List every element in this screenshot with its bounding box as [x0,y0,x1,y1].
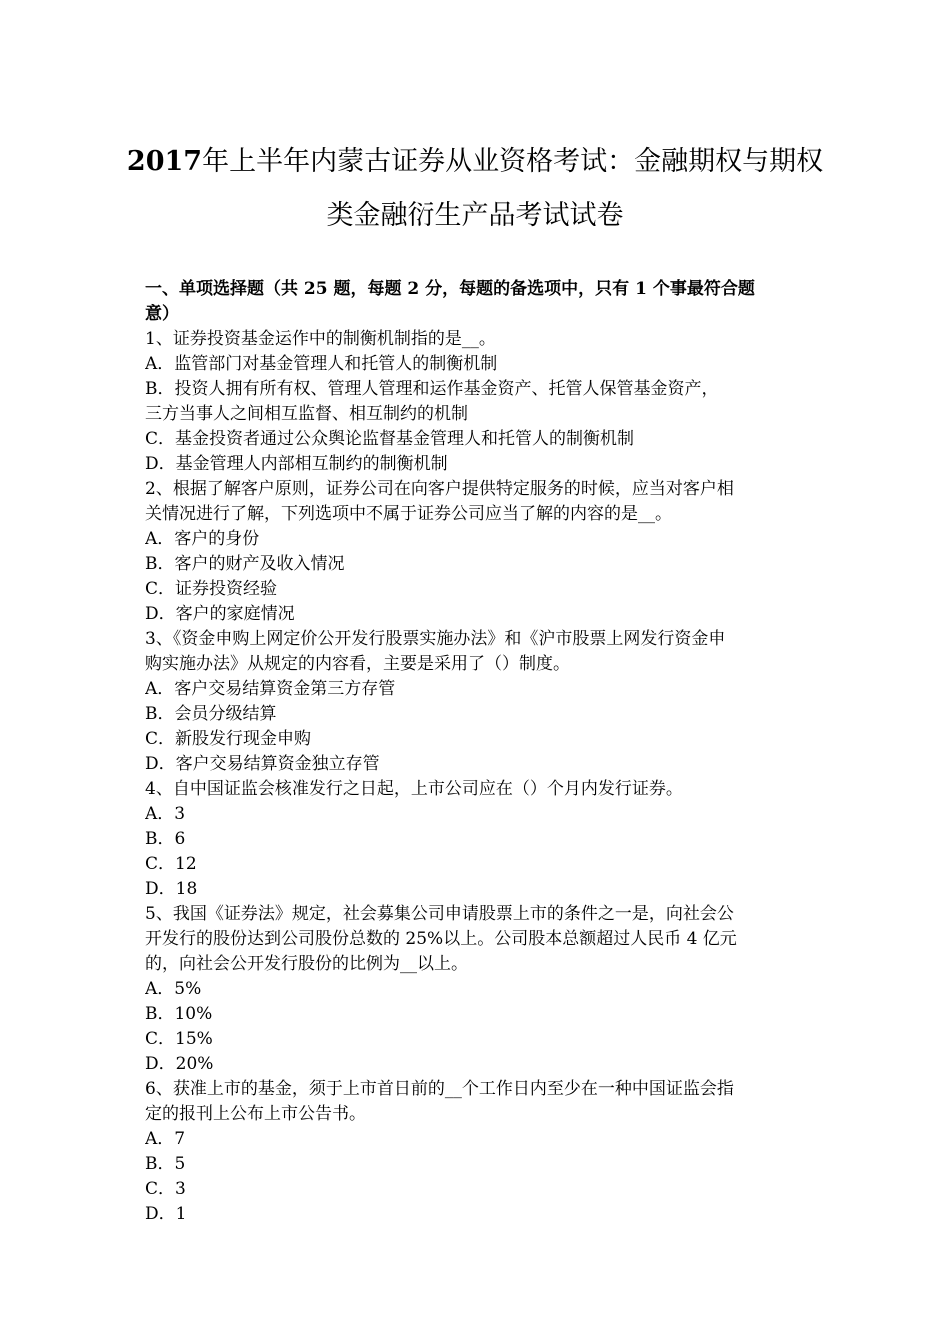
question-text-line: 三方当事人之间相互监督、相互制约的机制 [145,404,468,424]
question-text-line: A．7 [145,1129,186,1149]
question-text-line: 定的报刊上公布上市公告书。 [145,1104,366,1124]
title-line-1-text: 年上半年内蒙古证券从业资格考试：金融期权与期权 [202,146,824,177]
question-text-line: C．3 [145,1179,186,1199]
question-text-line: C．证券投资经验 [145,579,278,599]
question-text-line: 3、《资金申购上网定价公开发行股票实施办法》和《沪市股票上网发行资金申 [145,629,726,649]
question-text-line: 5、我国《证券法》规定，社会募集公司申请股票上市的条件之一是，向社会公 [145,904,734,924]
question-text-line: C．15% [145,1029,213,1049]
question-text-line: 关情况进行了解，下列选项中不属于证券公司应当了解的内容的是__。 [145,504,672,524]
section-heading-line-1: 一、单项选择题（共 25 题，每题 2 分，每题的备选项中，只有 1 个事最符合题 [145,279,755,299]
question-text-line: A．3 [145,804,186,824]
question-text-line: 购实施办法》从规定的内容看，主要是采用了（）制度。 [145,654,570,674]
question-text-line: B．会员分级结算 [145,704,277,724]
question-text-line: C．新股发行现金申购 [145,729,312,749]
question-text-line: A．5% [145,979,202,999]
question-text-line: B．10% [145,1004,213,1024]
section-heading [145,277,815,327]
question-text-line: 开发行的股份达到公司股份总数的 25%以上。公司股本总额超过人民币 4 亿元 [145,929,737,949]
question-text-line: 4、自中国证监会核准发行之日起，上市公司应在（）个月内发行证券。 [145,779,683,799]
question-text-line: A．监管部门对基金管理人和托管人的制衡机制 [145,354,498,374]
question-text-line: D．20% [145,1054,214,1074]
question-text-line: B．5 [145,1154,186,1174]
question-text-line: 2、根据了解客户原则，证券公司在向客户提供特定服务的时候，应当对客户相 [145,479,734,499]
question-text-line: A．客户交易结算资金第三方存管 [145,679,396,699]
document-title [120,148,830,229]
question-text-line: C．12 [145,854,197,874]
question-text-line: D．基金管理人内部相互制约的制衡机制 [145,454,448,474]
question-text-line: D．客户交易结算资金独立存管 [145,754,380,774]
question-text-line: B．投资人拥有所有权、管理人管理和运作基金资产、托管人保管基金资产， [145,379,719,399]
question-text-line: B．6 [145,829,186,849]
question-list [145,327,815,1227]
question-text-line: 6、获准上市的基金，须于上市首日前的__个工作日内至少在一种中国证监会指 [145,1079,734,1099]
question-text-line: 的，向社会公开发行股份的比例为__以上。 [145,954,468,974]
question-text-line: D．1 [145,1204,187,1224]
question-text-line: 1、证券投资基金运作中的制衡机制指的是__。 [145,329,496,349]
title-year: 2017 [126,146,203,177]
question-text-line: A．客户的身份 [145,529,260,549]
title-line-1 [120,148,830,175]
title-line-2: 类金融衍生产品考试试卷 [326,200,624,231]
section-heading-line-2: 意） [145,304,179,324]
question-text-line: B．客户的财产及收入情况 [145,554,345,574]
question-text-line: D．客户的家庭情况 [145,604,295,624]
question-text-line: C．基金投资者通过公众舆论监督基金管理人和托管人的制衡机制 [145,429,635,449]
question-text-line: D．18 [145,879,198,899]
